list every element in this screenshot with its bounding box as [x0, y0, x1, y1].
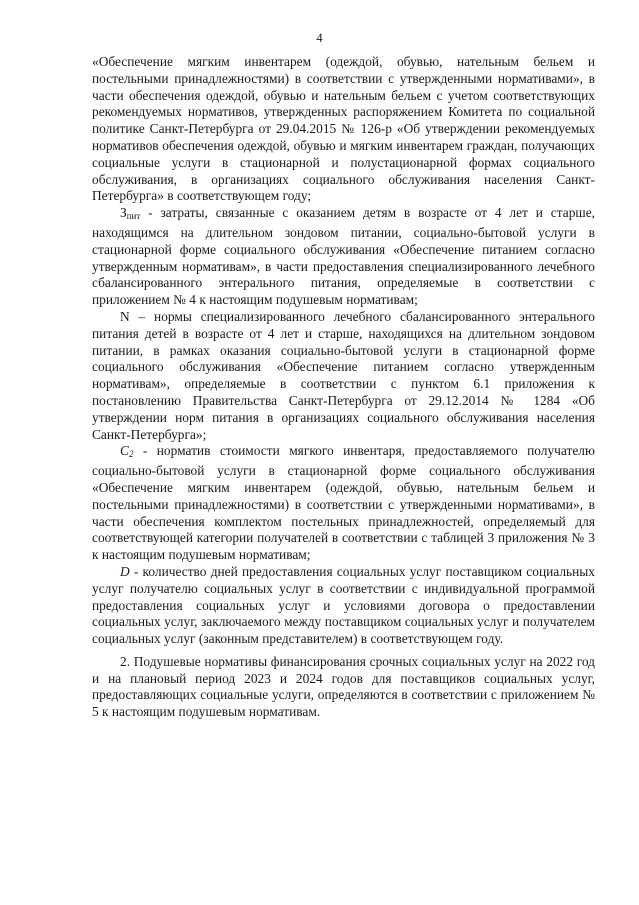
paragraph-soft-inventory-continuation: «Обеспечение мягким инвентарем (одеждой, обувью, нательным бельем и постельными принадлежностями) в соответствии с утвержденными нормативами», в части обеспечения одеждой, обувью и нательным бельем с учетом соответствующих рекомендуемых нормативов, утвержденных распоряжением Комитета по социальной политике Санкт-Петербурга от 29.04.2015 № 126-р «Об утверждении рекомендуемых нормативов обеспечения одеждой, обувью и мягким инвентарем граждан, получающих социальные услуги в стационарной и полустационарной формах социального обслуживания, в организациях социального обслуживания населения Санкт-Петербурга» в соответствующем году;: [92, 54, 595, 204]
n-definition-text: – нормы специализированного лечебного сбалансированного энтерального питания детей в возрасте от 4 лет и старше, находящихся на длительном зондовом питании, в рамках оказания социально-бытовой услуги в стационарной форме социального обслуживания «Обеспечение питанием согласно утвержденным нормативам», определяемые в соответствии с пунктом 6.1 приложения к постановлению Правительства Санкт-Петербурга от 29.12.2014 № 1284 «Об утверждении норм питания в организациях социального обслуживания населения Санкт-Петербурга»;: [92, 308, 595, 442]
symbol-d: D: [120, 563, 130, 579]
symbol-c-subscript: 2: [128, 449, 134, 460]
document-body: [92, 54, 595, 721]
d-definition-text: - количество дней предоставления социальных услуг поставщиком социальных услуг получателю социальных услуг в соответствии с индивидуальной программой предоставления социальных услуг и условиями договора о предоставлении социальных услуг, заключаемого между поставщиком социальных услуг и получателем социальных услуг (законным представителем) в соответствующем году.: [92, 563, 595, 647]
c2-definition-text: - норматив стоимости мягкого инвентаря, предоставляемого получателю социально-бытовой услуги в стационарной форме социального обслуживания «Обеспечение мягким инвентарем (одеждой, обувью, нательным бельем и постельными принадлежностями) в соответствии с утвержденными нормативами», в части обеспечения комплектом постельных принадлежностей, определяемый для соответствующей категории получателей в соответствии с таблицей 3 приложения № 3 к настоящим подушевым нормативам;: [92, 443, 595, 563]
paragraph-n-definition: [92, 309, 595, 443]
symbol-z: З: [120, 205, 127, 221]
z-pit-definition-text: - затраты, связанные с оказанием детям в возрасте от 4 лет и старше, находящимся на длительном зондовом питании, социально-бытовой услуги в стационарной форме социального обслуживания «Обеспечение питанием согласно утвержденным нормативам», в части предоставления специализированного лечебного сбалансированного энтерального питания, определяемые в соответствии с приложением № 4 к настоящим подушевым нормативам;: [92, 205, 595, 308]
page-number: 4: [316, 31, 323, 45]
paragraph-z-pit-definition: [92, 205, 595, 309]
paragraph-d-definition: [92, 564, 595, 648]
paragraph-c2-definition: [92, 443, 595, 564]
symbol-z-subscript: пит: [126, 211, 141, 222]
symbol-n: N: [120, 308, 130, 324]
symbol-c: С: [120, 443, 129, 459]
paragraph-item-2: 2. Подушевые нормативы финансирования срочных социальных услуг на 2022 год и на плановый период 2023 и 2024 годов для поставщиков социальных услуг, предоставляющих социальные услуги, определяются в соответствии с приложением № 5 к настоящим подушевым нормативам.: [92, 653, 595, 720]
